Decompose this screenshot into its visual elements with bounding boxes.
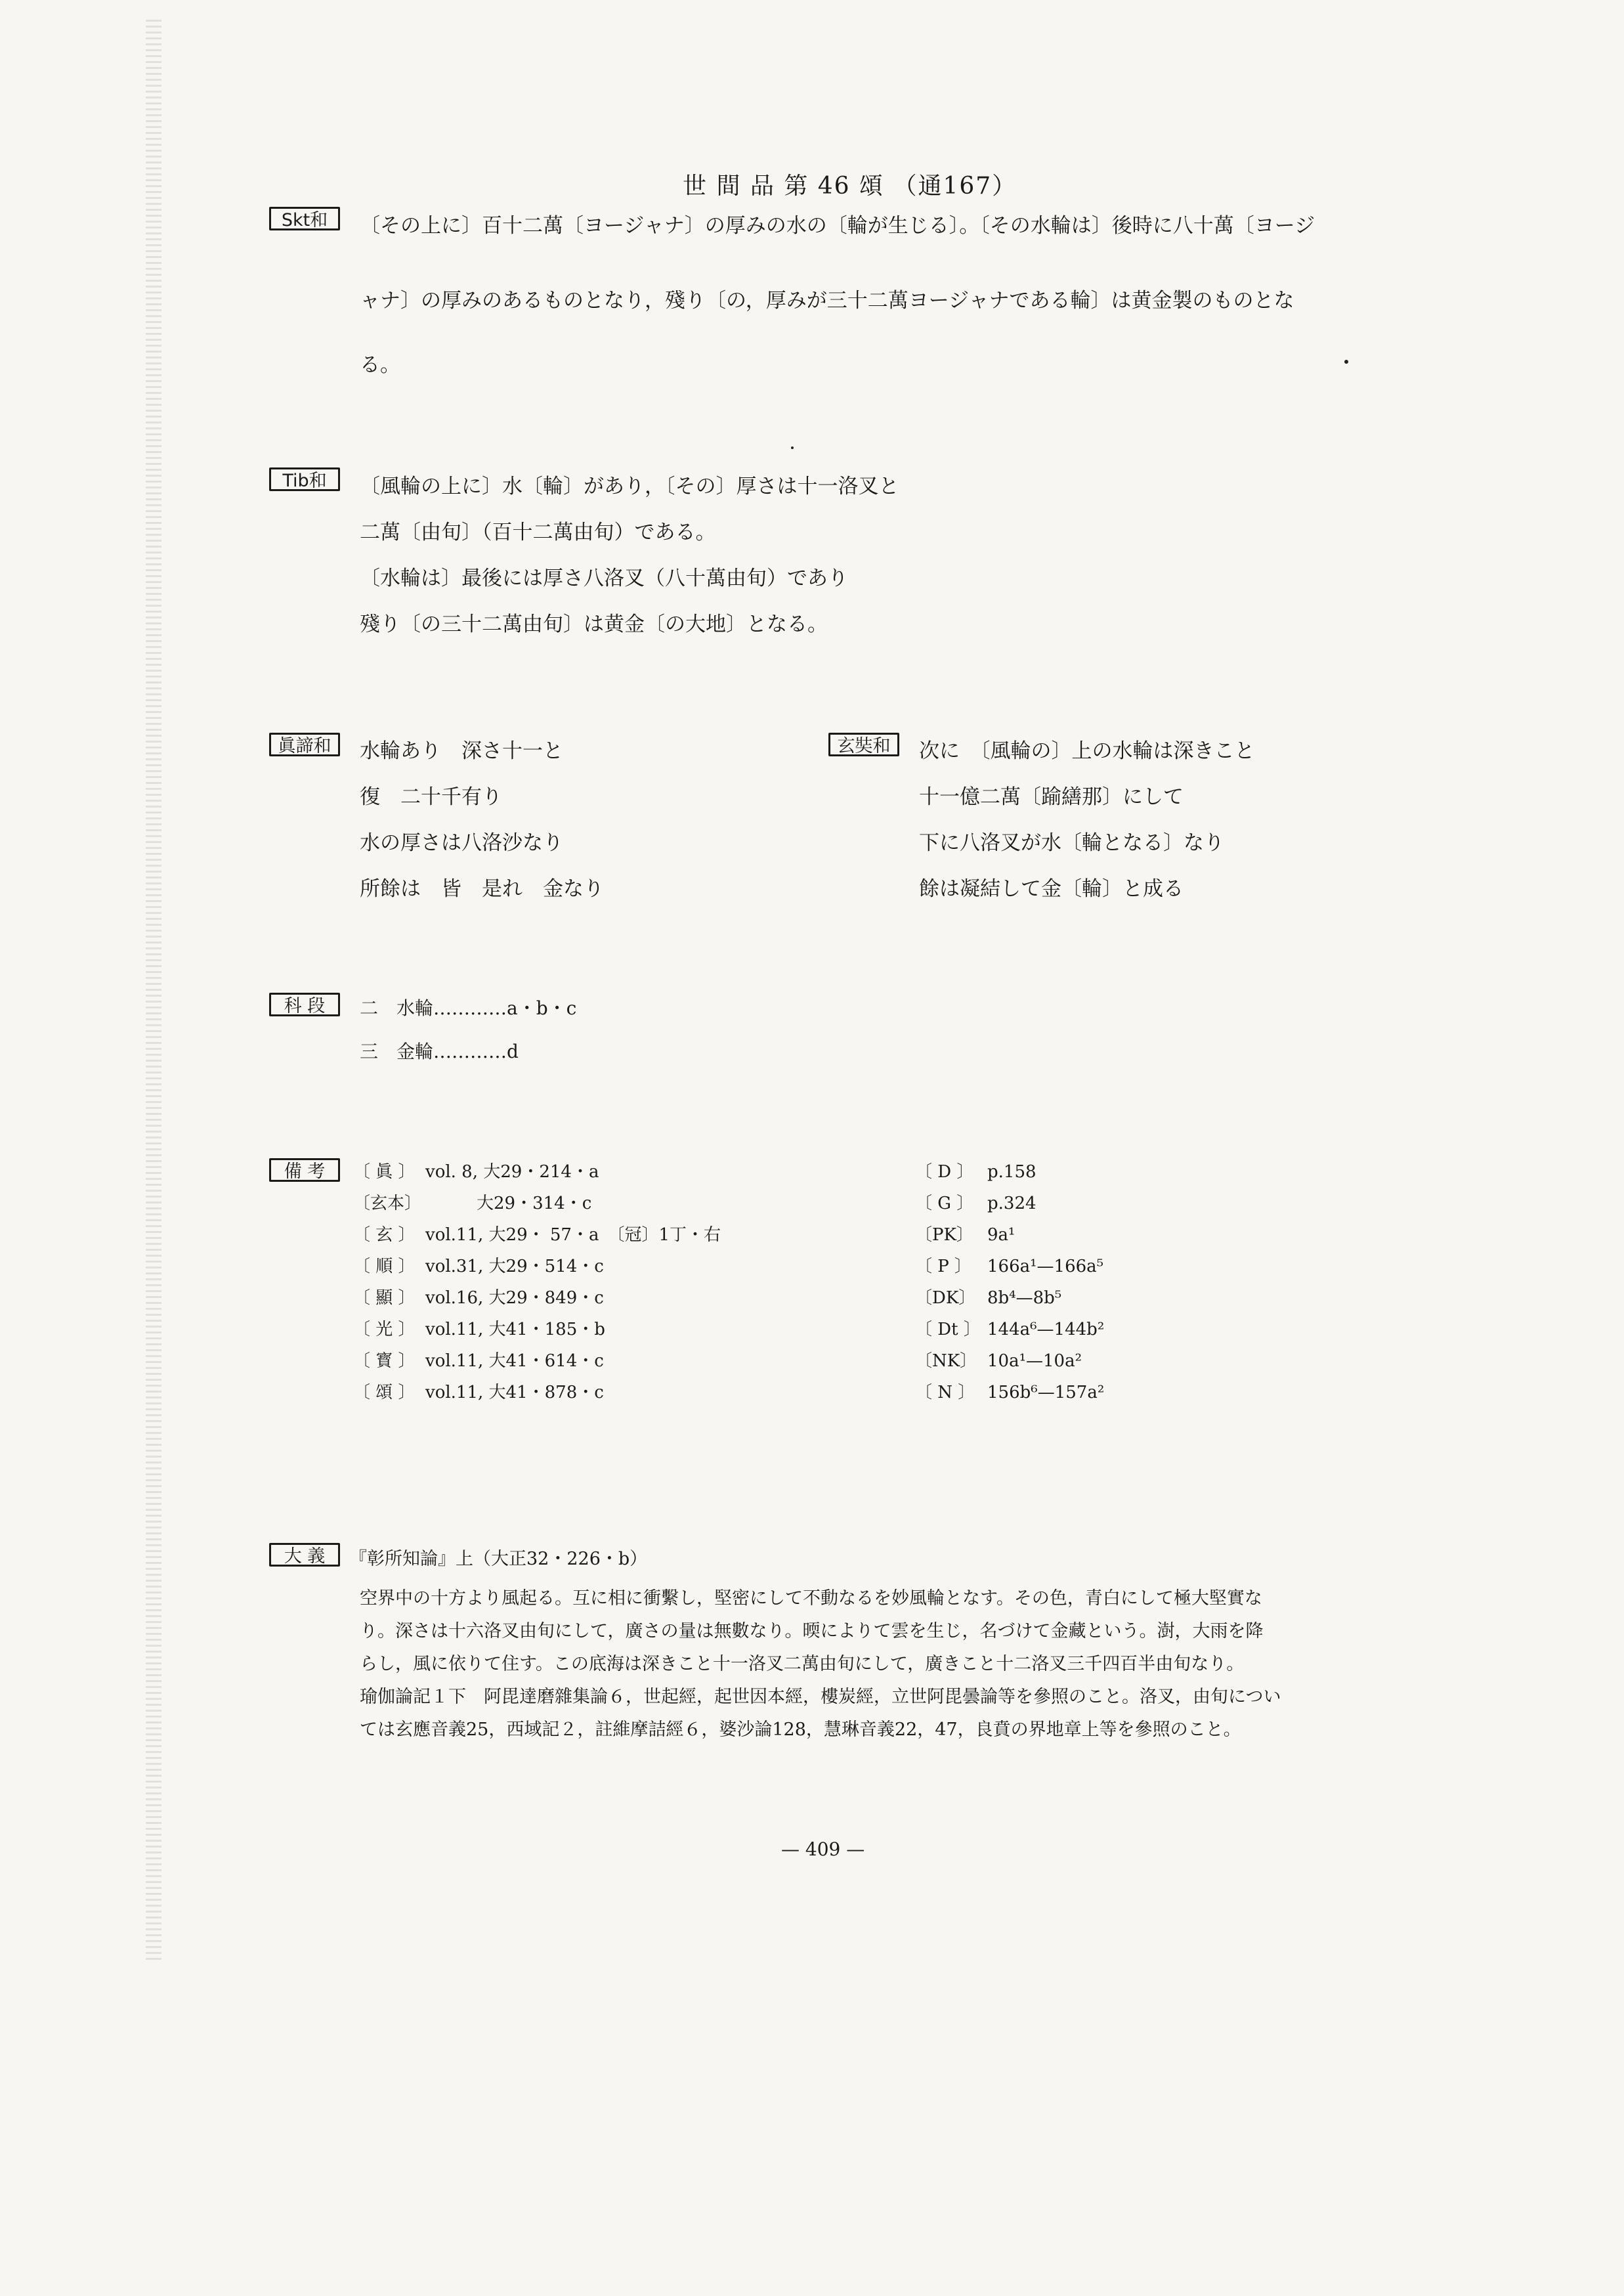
ref-row-right [915, 1221, 1015, 1245]
xuanzang-line: 十一億二萬〔踰繕那〕にして [919, 785, 1184, 809]
taigi-tag: 大 義 [269, 1543, 340, 1567]
ref-key: 〔NK〕 [915, 1351, 977, 1371]
ref-value: vol.31, 大29・514・c [425, 1257, 604, 1276]
ref-row-left [353, 1379, 604, 1403]
ref-value: vol.11, 大29・ 57・a 〔冠〕1丁・右 [425, 1225, 721, 1245]
ref-value: vol.16, 大29・849・c [425, 1288, 604, 1308]
ref-key: 〔 順 〕 [353, 1257, 416, 1276]
ref-key: 〔PK〕 [915, 1225, 973, 1245]
taigi-source: 『彰所知論』上（大正32・226・b） [349, 1549, 648, 1569]
ref-value: 大29・314・c [425, 1194, 592, 1213]
ref-key: 〔 D 〕 [915, 1162, 974, 1182]
ref-value: 8b⁴—8b⁵ [987, 1288, 1062, 1308]
ref-row-left [353, 1221, 721, 1245]
ref-key: 〔 寳 〕 [353, 1351, 416, 1371]
ref-key: 〔玄本〕 [353, 1194, 422, 1213]
ref-value: vol. 8, 大29・214・a [425, 1162, 599, 1182]
ref-value: vol.11, 大41・878・c [425, 1383, 604, 1402]
ref-row-right [915, 1190, 1036, 1214]
ref-value: p.158 [987, 1162, 1036, 1182]
ref-key: 〔DK〕 [915, 1288, 976, 1308]
scan-binding-edge [146, 20, 161, 1963]
ref-row-right [915, 1379, 1104, 1403]
skt-tag: Skt和 [269, 207, 340, 230]
zhendi-line: 水の厚さは八洛沙なり [360, 831, 563, 855]
tib-line: 二萬〔由旬〕（百十二萬由旬）である。 [360, 521, 716, 544]
page-title: 世 間 品 第 46 頌 （通167） [683, 173, 1017, 200]
ref-value: 156b⁶—157a² [987, 1383, 1105, 1402]
ref-key: 〔 光 〕 [353, 1320, 416, 1339]
ref-row-left [353, 1284, 604, 1309]
ref-key: 〔 玄 〕 [353, 1225, 416, 1245]
ref-row-left [353, 1190, 591, 1214]
ref-row-right [915, 1347, 1082, 1372]
biko-tag: 備 考 [269, 1158, 340, 1182]
skt-line: ャナ〕の厚みのあるものとなり，殘り〔の，厚みが三十二萬ヨージャナである輪〕は黄金製のものとな [360, 289, 1294, 313]
ref-value: p.324 [987, 1194, 1036, 1213]
taigi-line: り。深さは十六洛叉由旬にして，廣さの量は無數なり。㬉によりて雲を生じ，名づけて金藏という。澍，大雨を降 [360, 1621, 1264, 1641]
ref-row-left [353, 1253, 604, 1277]
tib-line: 殘り〔の三十二萬由旬〕は黄金〔の大地〕となる。 [360, 613, 828, 636]
taigi-line: 空界中の十方より風起る。互に相に衝繫し，堅密にして不動なるを妙風輪となす。その色，青白にして極大堅實な [360, 1588, 1262, 1609]
ref-key: 〔 G 〕 [915, 1194, 974, 1213]
ref-row-left [353, 1316, 605, 1340]
taigi-reference-line: ては玄應音義25，西域記２，註維摩詰經６，婆沙論128，慧琳音義22，47，良賁の界地章上等を參照のこと。 [360, 1720, 1241, 1740]
kadan-tag: 科 段 [269, 993, 340, 1016]
page-number: — 409 — [781, 1838, 865, 1860]
ref-value: 9a¹ [987, 1225, 1015, 1245]
tib-line: 〔水輪は〕最後には厚さ八洛叉（八十萬由旬）であり [360, 567, 848, 590]
ref-row-left [353, 1158, 599, 1182]
taigi-reference-line: 瑜伽論記１下 阿毘達磨雜集論６，世起經，起世因本經，樓炭經，立世阿毘曇論等を參照のこと。洛叉，由旬につい [360, 1687, 1281, 1707]
tib-line: 〔風輪の上に〕水〔輪〕があり，〔その〕厚さは十一洛叉と [360, 475, 899, 498]
kadan-line: 三 金輪…………d [360, 1041, 519, 1062]
ref-key: 〔 P 〕 [915, 1257, 972, 1276]
ref-row-left [353, 1347, 604, 1372]
zhendi-line: 復 二十千有り [360, 785, 502, 809]
xuanzang-tag: 玄奘和 [828, 733, 899, 756]
skt-line: る。 [360, 353, 400, 377]
ref-key: 〔 顯 〕 [353, 1288, 416, 1308]
ref-value: vol.11, 大41・614・c [425, 1351, 604, 1371]
ref-key: 〔 Dt 〕 [915, 1320, 981, 1339]
skt-line: 〔その上に〕百十二萬〔ヨージャナ〕の厚みの水の〔輪が生じる〕。〔その水輪は〕後時に八十萬〔ヨージ [360, 214, 1315, 238]
ref-row-right [915, 1158, 1036, 1182]
scan-speck [791, 446, 794, 449]
ref-value: vol.11, 大41・185・b [425, 1320, 605, 1339]
ref-row-right [915, 1284, 1061, 1309]
xuanzang-line: 次に 〔風輪の〕上の水輪は深きこと [919, 739, 1255, 763]
ref-key: 〔 眞 〕 [353, 1162, 416, 1182]
ref-value: 144a⁶—144b² [987, 1320, 1105, 1339]
ref-row-right [915, 1253, 1103, 1277]
ref-key: 〔 N 〕 [915, 1383, 975, 1402]
ref-row-right [915, 1316, 1104, 1340]
zhendi-line: 水輪あり 深さ十一と [360, 739, 563, 763]
zhendi-line: 所餘は 皆 是れ 金なり [360, 877, 604, 901]
scan-speck [1344, 360, 1348, 364]
xuanzang-line: 餘は凝結して金〔輪〕と成る [919, 877, 1184, 901]
ref-value: 10a¹—10a² [987, 1351, 1082, 1371]
tib-tag: Tib和 [269, 467, 340, 491]
ref-key: 〔 頌 〕 [353, 1383, 416, 1402]
ref-value: 166a¹—166a⁵ [987, 1257, 1104, 1276]
zhendi-tag: 眞諦和 [269, 733, 340, 756]
kadan-line: 二 水輪…………a・b・c [360, 997, 577, 1019]
xuanzang-line: 下に八洛叉が水〔輪となる〕なり [919, 831, 1224, 855]
taigi-line: らし，風に依りて住す。この底海は深きこと十一洛叉二萬由旬にして，廣きこと十二洛叉三千四百半由旬なり。 [360, 1654, 1245, 1674]
